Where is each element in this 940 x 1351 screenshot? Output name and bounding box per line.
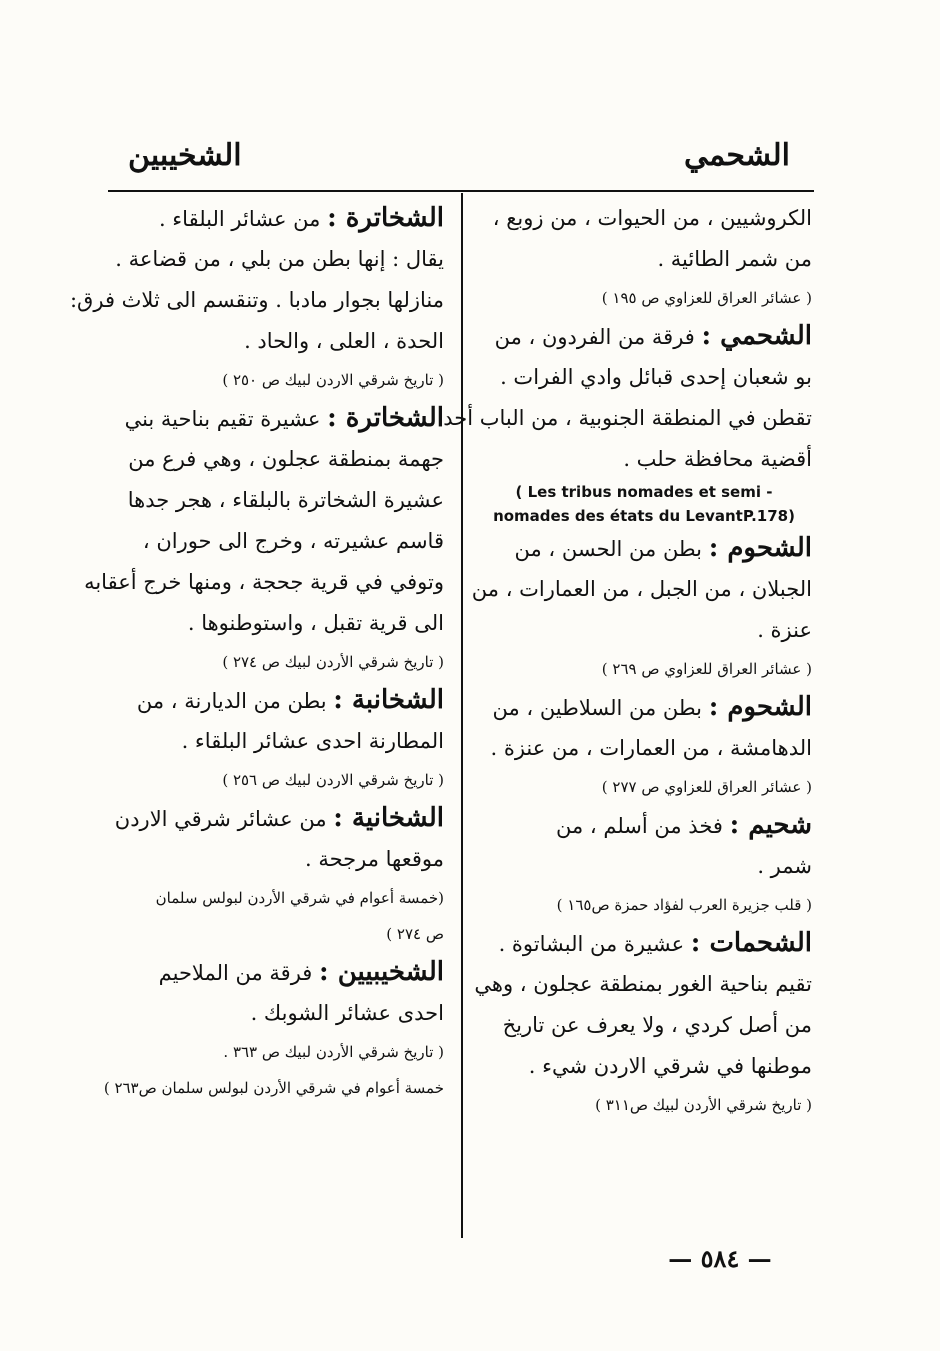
entry-heading: الشحوم :	[708, 692, 812, 722]
text-line: تقيم بناحية الغور بمنطقة عجلون ، وهي	[474, 972, 812, 996]
entry-line	[476, 805, 812, 846]
entry-heading: الشحمات :	[690, 928, 812, 958]
source-citation: ( تاريخ شرقي الاردن لبيك ص ٢٥٦ )	[222, 771, 444, 789]
source-citation: ( عشائر العراق للعزاوي ص ٢٦٩ )	[601, 660, 812, 678]
text-line: جهمة بمنطقة عجلون ، وهي فرع من	[128, 447, 444, 471]
entry-text: بطن من الحسن ، من	[514, 537, 702, 561]
page-number: — ٥٨٤ —	[668, 1244, 772, 1273]
source-citation: ( تاريخ شرقي الأردن لبيك ص٣١١ )	[595, 1096, 812, 1114]
source-citation: ( تاريخ شرقي الأردن لبيك ص ٢٧٤ )	[222, 653, 444, 671]
source-citation: (خمسة أعوام في شرقي الأردن لبولس سلمان	[155, 889, 444, 907]
entry-text: من عشائر البلقاء .	[158, 207, 321, 231]
source-citation: ( عشائر العراق للعزاوي ص ١٩٥ )	[601, 289, 812, 307]
entry-heading: الشحمي :	[701, 321, 812, 351]
entry-line	[476, 316, 812, 357]
text-line: بو شعبان إحدى قبائل وادي الفرات .	[500, 365, 812, 389]
running-header-left: الشخيبين	[128, 138, 242, 173]
text-line: الى قرية تقبل ، واستوطنوها .	[187, 611, 444, 635]
source-citation: ( قلب جزيرة العرب لفؤاد حمزة ص١٦٥ )	[556, 896, 812, 914]
entry-heading: الشخاترة :	[327, 203, 444, 233]
text-line: موطنها في شرقي الاردن شيء .	[528, 1054, 812, 1078]
text-line: احدى عشائر الشوبك .	[250, 1001, 444, 1025]
entry-line	[110, 198, 444, 239]
right-column	[443, 198, 812, 1123]
entry-line	[476, 923, 812, 964]
entry-text: فخذ من أسلم ، من	[556, 814, 723, 838]
entry-line	[476, 528, 812, 569]
source-citation: ( عشائر العراق للعزاوي ص ٢٧٧ )	[601, 778, 812, 796]
column-divider	[461, 193, 463, 1238]
text-line: منازلها بجوار مادبا . وتنقسم الى ثلاث فرق:	[69, 288, 444, 312]
entry-text: عشيرة من البشاتوة .	[498, 932, 685, 956]
source-citation: ص ٢٧٤ )	[386, 925, 444, 943]
entry-heading: الشخانبة :	[333, 685, 444, 715]
entry-heading: شحيم :	[729, 810, 812, 840]
text-line: عنزة .	[757, 618, 812, 642]
running-header-right: الشحمي	[684, 138, 790, 173]
entry-line	[110, 398, 444, 439]
entry-line	[476, 687, 812, 728]
entry-text: فرقة من الفردون ، من	[494, 325, 695, 349]
header-rule	[108, 190, 814, 192]
text-line: يقال : إنها بطن من بلي ، من قضاعة .	[115, 247, 444, 271]
source-citation: خمسة أعوام في شرقي الأردن لبولس سلمان ص٢٦٣ )	[103, 1079, 444, 1097]
entry-text: من عشائر شرقي الاردن	[114, 807, 327, 831]
text-line: من أصل كردي ، ولا يعرف عن تاريخ	[502, 1013, 812, 1037]
text-line: الجبلان ، من الجبل ، من العمارات ، من	[471, 577, 812, 601]
entry-heading: الشخانية :	[333, 803, 444, 833]
entry-text: بطن من الديارنة ، من	[136, 689, 327, 713]
text-line: من شمر الطائية .	[657, 247, 812, 271]
entry-text: بطن من السلاطين ، من	[492, 696, 702, 720]
entry-line	[110, 680, 444, 721]
latin-citation: ( Les tribus nomades et semi -	[515, 483, 773, 501]
source-citation: ( تاريخ شرقي الأردن لبيك ص ٣٦٣ .	[223, 1043, 444, 1061]
entry-text: فرقة من الملاحيم	[158, 961, 313, 985]
text-line: قاسم عشيرته ، وخرج الى حوران ،	[142, 529, 444, 553]
entry-heading: الشخيبيين :	[319, 957, 444, 987]
text-line: تقطن في المنطقة الجنوبية ، من الباب أحد	[443, 406, 812, 430]
text-line: وتوفي في قرية جحجة ، ومنها خرج أعقابه	[84, 570, 444, 594]
entry-line	[110, 798, 444, 839]
text-line: الدهامشة ، من العمارات ، من عنزة .	[490, 736, 812, 760]
source-citation: ( تاريخ شرقي الاردن لبيك ص ٢٥٠ )	[222, 371, 444, 389]
entry-heading: الشخاترة :	[327, 403, 444, 433]
text-line: المطارنة احدى عشائر البلقاء .	[181, 729, 444, 753]
text-line: عشيرة الشخاترة بالبلقاء ، هجر جدها	[127, 488, 444, 512]
latin-citation: nomades des états du LevantP.178)	[493, 507, 795, 525]
text-line: الكروشيين ، من الحيوات ، من زوبع ،	[492, 206, 812, 230]
text-line: أقضية محافظة حلب .	[623, 447, 812, 471]
entry-heading: الشحوم :	[708, 533, 812, 563]
text-line: شمر .	[757, 854, 812, 878]
text-line: الحدة ، العلى ، والحاد .	[244, 329, 444, 353]
entry-line	[110, 952, 444, 993]
text-line: موقعها مرجحة .	[304, 847, 444, 871]
left-column	[69, 198, 444, 1106]
entry-text: عشيرة تقيم بناحية بني	[124, 407, 321, 431]
